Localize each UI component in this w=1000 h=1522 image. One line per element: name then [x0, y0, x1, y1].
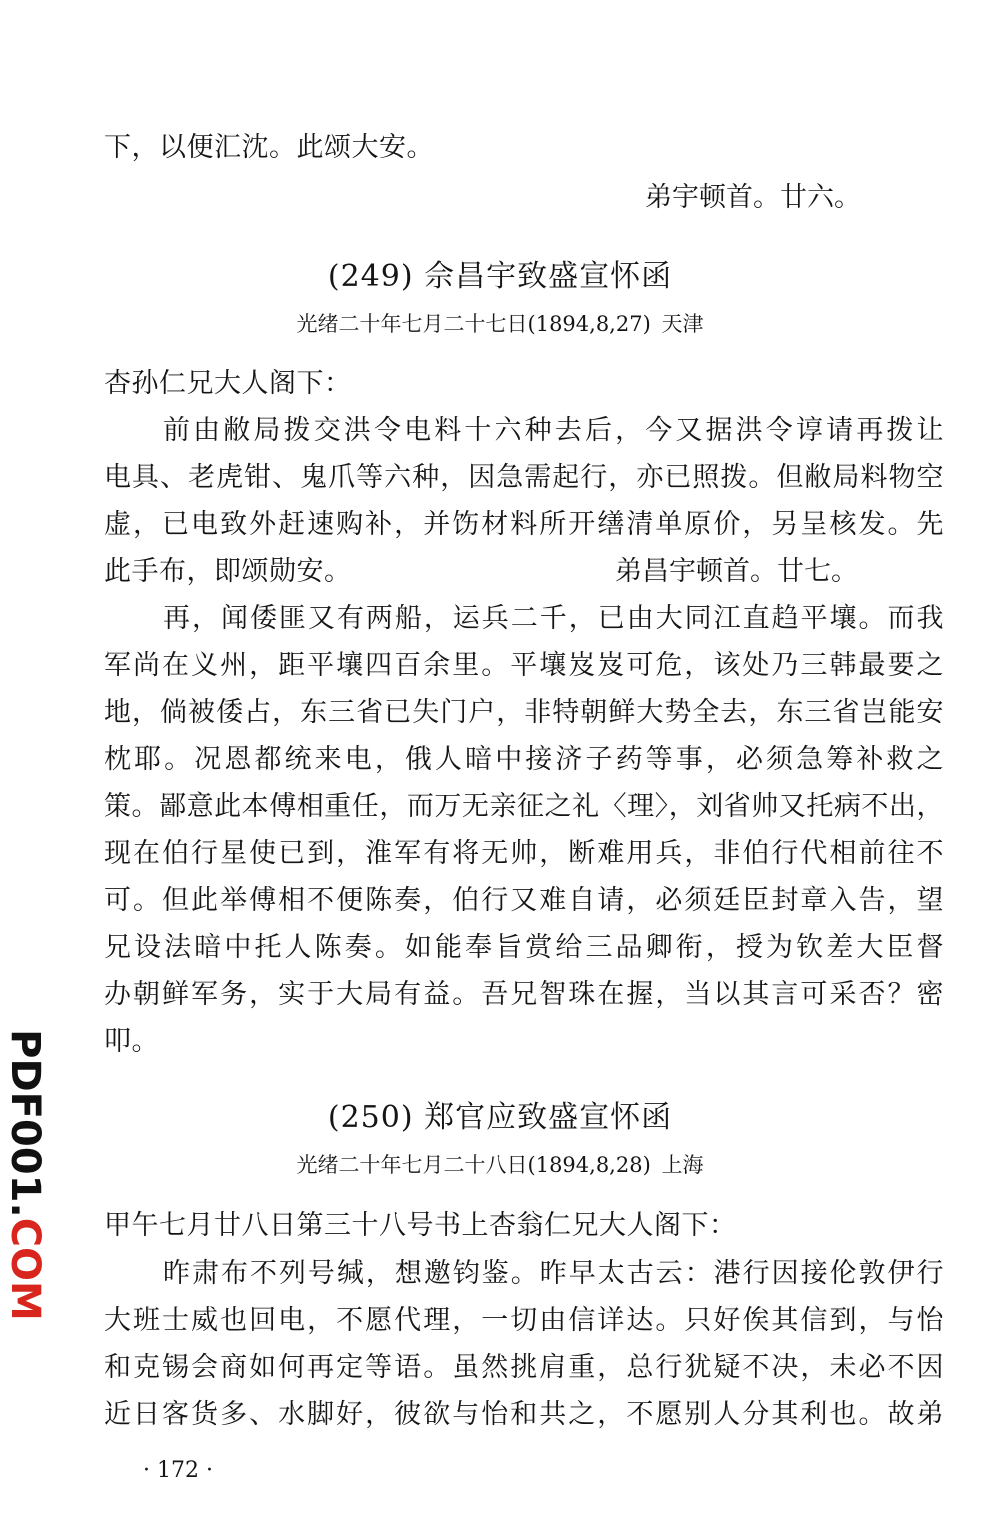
page-number: · 172 ·: [143, 1458, 213, 1483]
letter-250-line: 近日客货多、水脚好，彼欲与怡和共之，不愿别人分其利也。故弟: [104, 1399, 944, 1430]
letter-249-ps-line: 枕耶。况恩都统来电，俄人暗中接济子药等事，必须急筹补救之: [104, 744, 944, 775]
letter-249-ps-line: 可。但此举傅相不便陈奏，伯行又难自请，必须廷臣封章入告，望: [104, 885, 944, 916]
intro-line: 下，以便汇沈。此颂大安。: [104, 132, 434, 163]
letter-249-ps-line: 策。鄙意此本傅相重任，而万无亲征之礼〈理〉，刘省帅又托病不出，: [104, 791, 944, 822]
letter-249-title: (249) 佘昌宇致盛宣怀函: [327, 259, 673, 294]
intro-signature: 弟宇顿首。廿六。: [645, 182, 861, 213]
letter-250-line: 大班士威也回电，不愿代理，一切由信详达。只好俟其信到，与怡: [104, 1305, 944, 1336]
letter-249-ps-line: 军尚在义州，距平壤四百余里。平壤岌岌可危，该处乃三韩最要之: [104, 650, 944, 681]
letter-249-place: 天津: [661, 312, 704, 336]
letter-249-signature: 弟昌宇顿首。廿七。: [615, 556, 858, 587]
pdf001-watermark: [2, 1029, 48, 1321]
letter-250-place: 上海: [661, 1153, 704, 1177]
letter-249-ps-line: 兄设法暗中托人陈奏。如能奉旨赏给三品卿衔，授为钦差大臣督: [104, 932, 944, 963]
letter-249-line: 前由敝局拨交洪令电料十六种去后，今又据洪令谆请再拨让: [163, 415, 944, 446]
letter-250-date: 光绪二十年七月二十八日(1894,8,28): [296, 1153, 651, 1177]
letter-249-ps-line: 办朝鲜军务，实于大局有益。吾兄智珠在握，当以其言可采否？密: [104, 979, 944, 1010]
letter-249-dateline: [0, 310, 1000, 338]
letter-249-date: 光绪二十年七月二十七日(1894,8,27): [296, 312, 651, 336]
watermark-part1: PDF001.: [2, 1029, 48, 1218]
letter-249-salutation: 杏孙仁兄大人阁下：: [104, 368, 352, 399]
letter-250-dateline: [0, 1151, 1000, 1179]
letter-250-line: 昨肃布不列号缄，想邀钧鉴。昨早太古云：港行因接伦敦伊行: [163, 1258, 944, 1289]
letter-249-ps-line: 叩。: [104, 1026, 159, 1057]
letter-249-ps-line: 现在伯行星使已到，淮军有将无帅，断难用兵，非伯行代相前往不: [104, 838, 944, 869]
letter-250-title: (250) 郑官应致盛宣怀函: [327, 1100, 673, 1135]
watermark-part2: COM: [2, 1217, 48, 1321]
watermark-text: [2, 1029, 48, 1321]
letter-249-line: 此手布，即颂勋安。: [104, 556, 352, 587]
letter-250-salutation: 甲午七月廿八日第三十八号书上杏翁仁兄大人阁下：: [104, 1210, 737, 1241]
letter-249-ps-line: 地，倘被倭占，东三省已失门户，非特朝鲜大势全去，东三省岂能安: [104, 697, 944, 728]
letter-250-line: 和克锡会商如何再定等语。虽然挑肩重，总行犹疑不决，未必不因: [104, 1352, 944, 1383]
letter-249-ps-line: 再，闻倭匪又有两船，运兵二千，已由大同江直趋平壤。而我: [163, 603, 944, 634]
letter-249-line: 虚，已电致外赶速购补，并饬材料所开缮清单原价，另呈核发。先: [104, 509, 944, 540]
letter-249-line: 电具、老虎钳、鬼爪等六种，因急需起行，亦已照拨。但敝局料物空: [104, 462, 944, 493]
